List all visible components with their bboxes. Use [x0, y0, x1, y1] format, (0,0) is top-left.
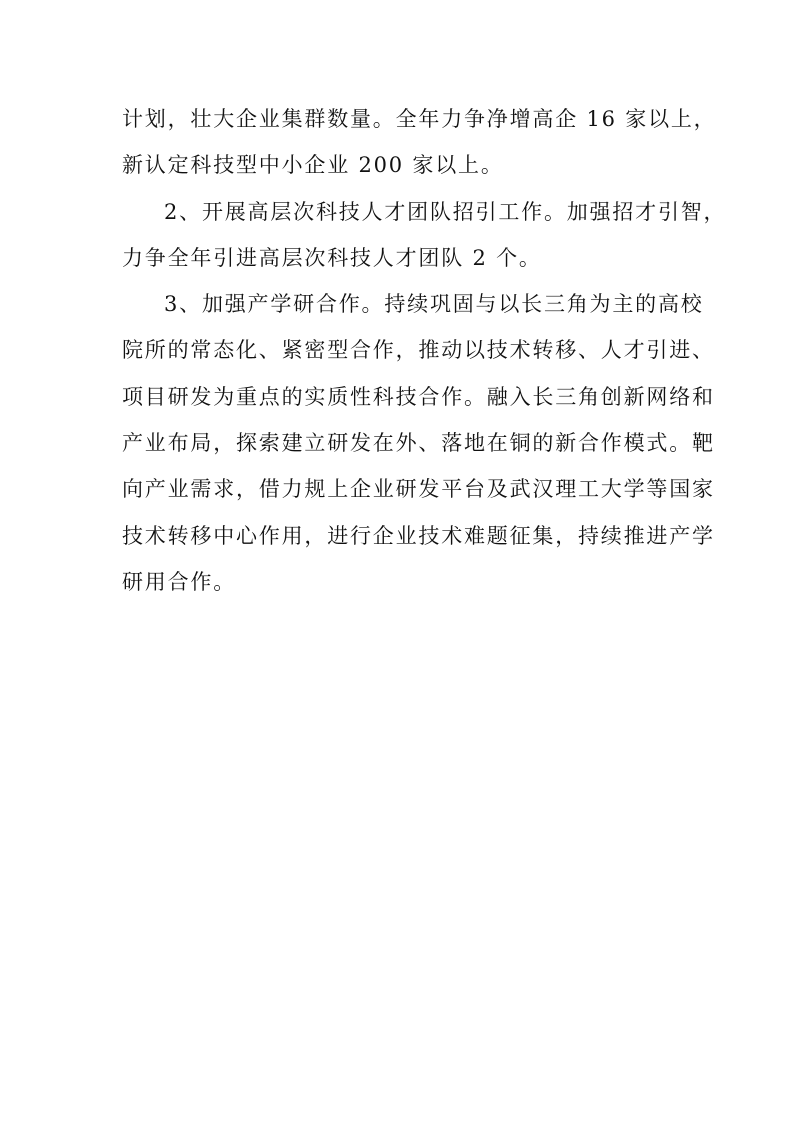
body-text [122, 96, 727, 605]
text-line: 项目研发为重点的实质性科技合作。融入长三角创新网络和 [122, 384, 715, 409]
paragraph-industry-research-cooperation [122, 281, 715, 605]
text-line: 3、加强产学研合作。持续巩固与以长三角为主的高校 [164, 292, 704, 317]
text-line: 新认定科技型中小企业 200 家以上。 [122, 153, 504, 178]
text-line: 产业布局，探索建立研发在外、落地在铜的新合作模式。靶 [122, 431, 715, 456]
text-line: 计划，壮大企业集群数量。全年力争净增高企 16 家以上， [122, 107, 717, 131]
paragraph-enterprise-cluster [122, 96, 717, 189]
text-line: 2、开展高层次科技人才团队招引工作。加强招才引智， [164, 199, 727, 224]
text-line: 技术转移中心作用，进行企业技术难题征集，持续推进产学 [122, 523, 715, 548]
text-line: 院所的常态化、紧密型合作，推动以技术转移、人才引进、 [122, 338, 715, 363]
text-line: 向产业需求，借力规上企业研发平台及武汉理工大学等国家 [122, 477, 715, 502]
text-line: 研用合作。 [122, 569, 236, 594]
text-line: 力争全年引进高层次科技人才团队 2 个。 [122, 245, 542, 270]
paragraph-talent-recruitment [122, 189, 727, 282]
